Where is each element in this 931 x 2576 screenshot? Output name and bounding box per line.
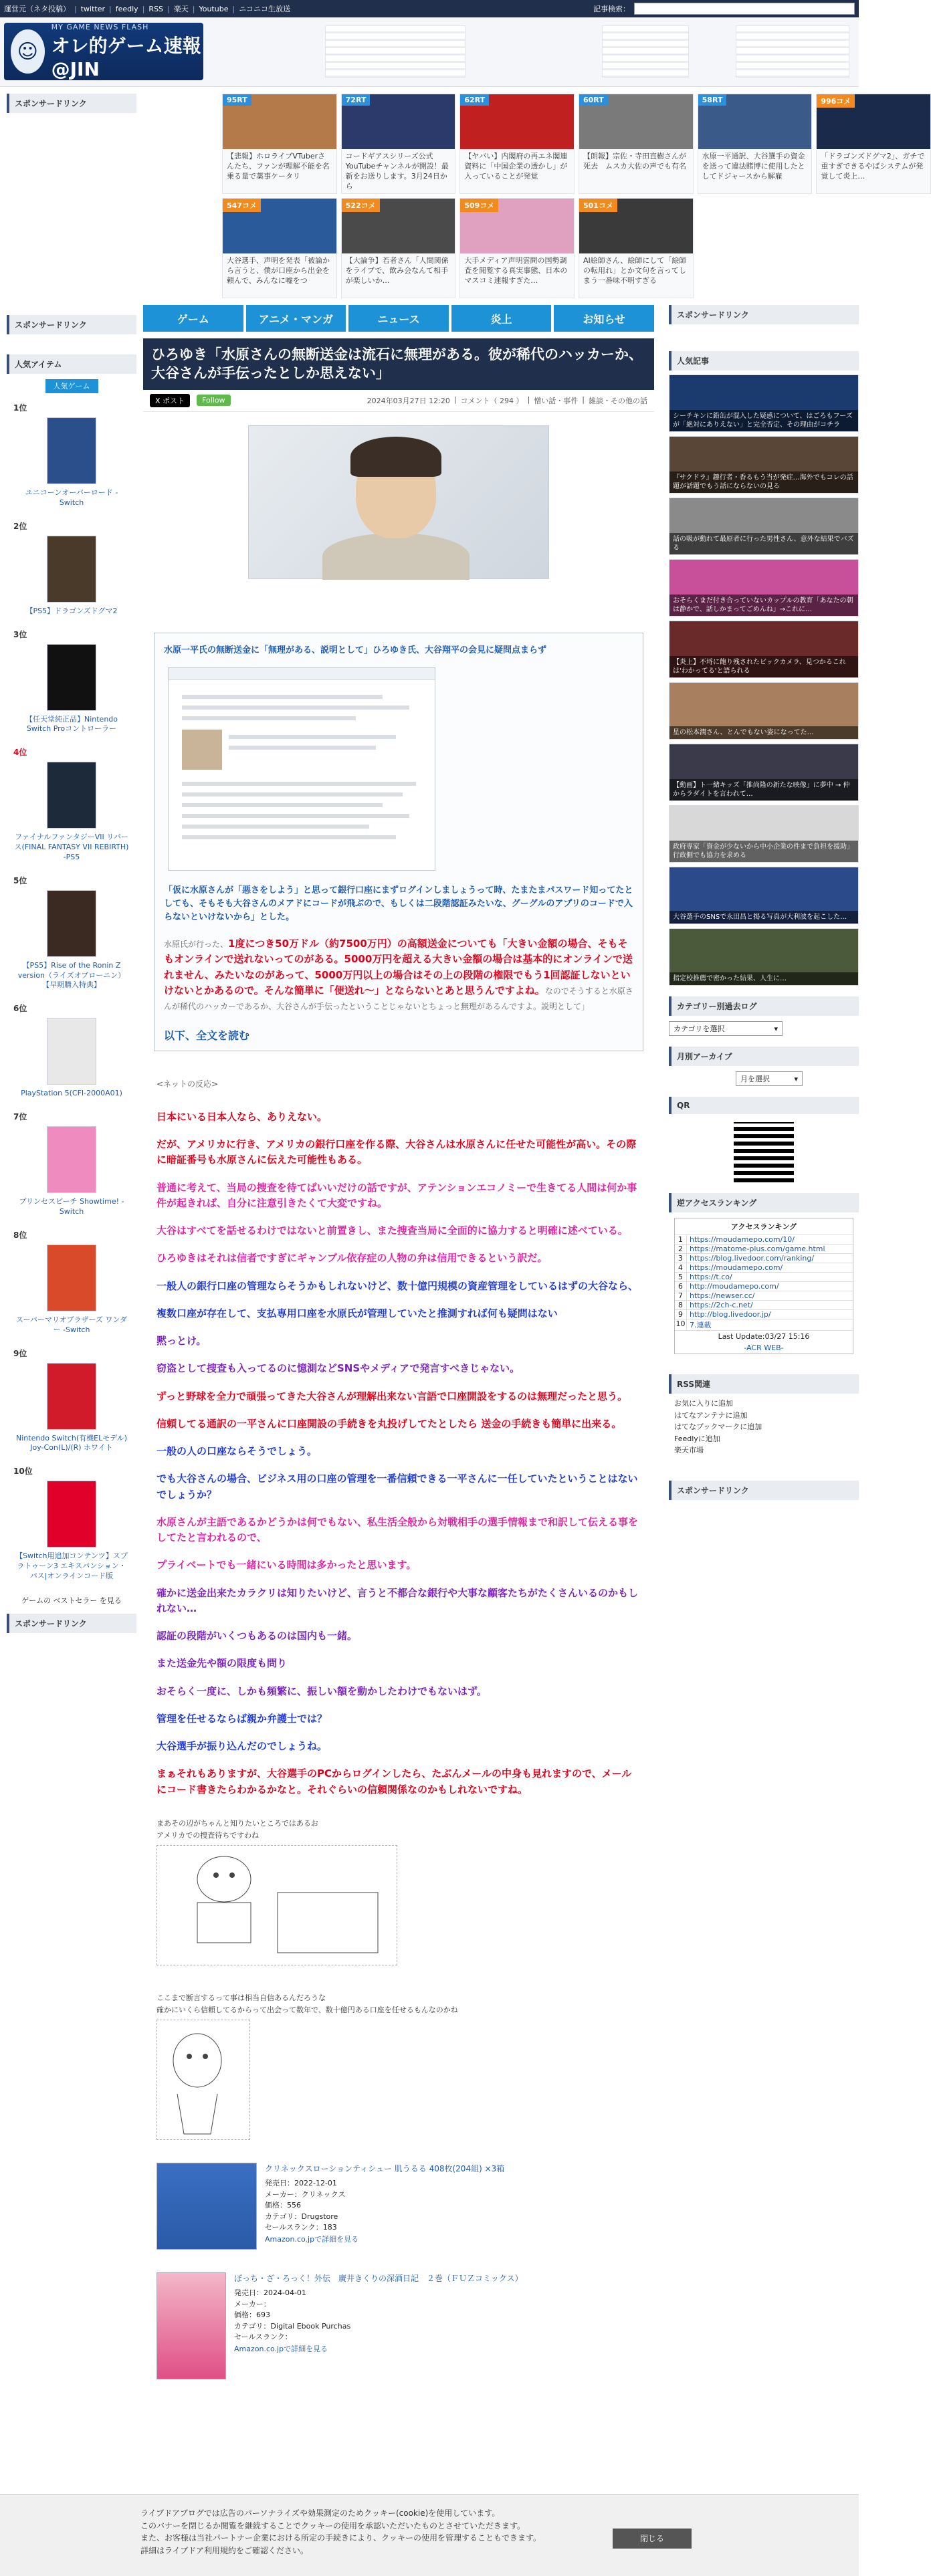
access-row bbox=[675, 1263, 853, 1272]
item-rank-entry bbox=[7, 1107, 136, 1225]
item-image[interactable] bbox=[47, 1481, 96, 1547]
access-rank-number: 5 bbox=[675, 1273, 687, 1281]
ranking-badge: 996コメ bbox=[817, 94, 855, 108]
access-url[interactable]: https://2ch-c.net/ bbox=[690, 1301, 753, 1309]
rss-link[interactable]: 楽天市場 bbox=[674, 1446, 704, 1455]
header-ad-2[interactable] bbox=[602, 25, 689, 78]
access-url[interactable]: 7.連載 bbox=[690, 1321, 712, 1329]
popular-article[interactable] bbox=[669, 682, 859, 740]
product-detail: 価格：556 bbox=[265, 2201, 301, 2210]
ranking-badge: 509コメ bbox=[460, 199, 498, 212]
item-name[interactable]: ユニコーンオーバーロード - Switch bbox=[25, 488, 118, 507]
item-rank-entry bbox=[7, 742, 136, 871]
item-rank-entry bbox=[7, 1225, 136, 1344]
item-rank-number: 9位 bbox=[13, 1348, 27, 1358]
item-rank-entry bbox=[7, 516, 136, 625]
item-rank-number: 2位 bbox=[13, 521, 27, 531]
amazon-link[interactable]: Amazon.co.jpで詳細を見る bbox=[265, 2234, 359, 2244]
rss-link[interactable]: はてなブックマークに追加 bbox=[674, 1422, 762, 1432]
reverse-access-head: 逆アクセスランキング bbox=[669, 1193, 859, 1212]
item-name[interactable]: 【任天堂純正品】Nintendo Switch Proコントローラー bbox=[25, 714, 118, 734]
ranking-thumb bbox=[460, 199, 574, 253]
ranking-thumb bbox=[223, 94, 336, 149]
site-logo[interactable] bbox=[4, 23, 203, 80]
category-link-2[interactable]: 雑談・その他の話 bbox=[589, 396, 647, 405]
chevron-down-icon: ▾ bbox=[794, 1074, 798, 1083]
read-more-link[interactable]: 以下、全文を読む bbox=[164, 1029, 250, 1043]
item-image[interactable] bbox=[47, 1018, 96, 1085]
access-row bbox=[675, 1281, 853, 1291]
top-link[interactable]: 楽天 bbox=[173, 5, 189, 13]
popular-items-head: 人気アイテム bbox=[7, 354, 136, 374]
product-detail: カテゴリ：Digital Ebook Purchas bbox=[234, 2321, 351, 2331]
logo-tagline: MY GAME NEWS FLASH bbox=[51, 23, 149, 31]
nav-item[interactable]: ゲーム bbox=[143, 305, 243, 332]
ascii-art-2: ここまで断言するって事は相当自信あるんだろうな 確かにいくら信頼してるからって出会って数年で、数十億円ある口座を任せるもんなのかね bbox=[157, 1992, 641, 2140]
product-detail: カテゴリ：Drugstore bbox=[265, 2212, 338, 2221]
product-details bbox=[265, 2178, 504, 2234]
rss-links bbox=[669, 1394, 859, 1461]
product-detail: 価格：693 bbox=[234, 2311, 270, 2320]
article-title: ひろゆき「水原さんの無断送金は流石に無理がある。彼が稀代のハッカーか、大谷さんが手伝ったとしか思えない」 bbox=[143, 338, 654, 390]
item-rank-number: 1位 bbox=[13, 403, 27, 413]
ranking-caption: 水原一平通訳、大谷選手の資金を送って違法賭博に使用したとしてドジャースから解雇 bbox=[702, 152, 805, 181]
category-archive-head: カテゴリー別過去ログ bbox=[669, 996, 859, 1016]
reaction-comment: まぁそれもありますが、大谷選手のPCからログインしたら、たぶんメールの中身も見れますので、メールにコード書きたらわかるかなと。それぐらいの信頼関係なのかもしれないですね。 bbox=[157, 1767, 632, 1796]
ranking-item[interactable] bbox=[698, 94, 813, 194]
popular-article[interactable] bbox=[669, 621, 859, 678]
ranking-thumb bbox=[579, 199, 693, 253]
quote-heading[interactable]: 水原一平氏の無断送金に「無理がある、説明として」ひろゆき氏、大谷翔平の会見に疑問点まらず bbox=[164, 645, 547, 655]
top-link[interactable]: feedly bbox=[115, 5, 138, 13]
popular-article-title: 指定校推薦で密かった結果、人生に… bbox=[669, 972, 858, 985]
article-hero-image bbox=[248, 425, 549, 579]
popular-article[interactable] bbox=[669, 805, 859, 863]
access-url[interactable]: https://matome-plus.com/game.html bbox=[690, 1245, 825, 1253]
item-name[interactable]: PlayStation 5(CFI-2000A01) bbox=[21, 1089, 122, 1098]
ranking-badge: 72RT bbox=[342, 94, 371, 106]
item-rank-number: 7位 bbox=[13, 1112, 27, 1122]
popular-articles-head: 人気記事 bbox=[669, 351, 859, 370]
ranking-caption: 「ドラゴンズドグマ2」、ガチで重すぎできるやばシステムが発覚して炎上… bbox=[821, 152, 925, 181]
popular-article[interactable] bbox=[669, 928, 859, 986]
reaction-comment: でも大谷さんの場合、ビジネス用の口座の管理を一番信頼できる一平さんに一任していたということはないでしょうか？ bbox=[157, 1473, 638, 1501]
item-rank-entry bbox=[7, 871, 136, 999]
access-rank-number: 4 bbox=[675, 1263, 687, 1272]
reaction-comment: 信頼してる通訳の一平さんに口座開設の手続きを丸投げしてたとしたら 送金の手続きも簡単に出来る。 bbox=[157, 1417, 622, 1430]
sponsor-head-left-2: スポンサードリンク bbox=[7, 315, 136, 334]
reaction-comment: 一般の人の口座ならそうでしょう。 bbox=[157, 1445, 318, 1458]
ranking-badge: 522コメ bbox=[342, 199, 380, 212]
link-separator: | bbox=[142, 5, 145, 13]
access-rank-number: 9 bbox=[675, 1310, 687, 1319]
product-detail: 発売日：2022-12-01 bbox=[265, 2179, 337, 2188]
reaction-comment: ひろゆきはそれは信者ですぎにギャンブル依存症の人物の弁は信用できるという訳だ。 bbox=[157, 1252, 548, 1265]
product-details bbox=[234, 2288, 523, 2343]
item-name[interactable]: 【Switch用追加コンテンツ】スプラトゥーン3 エキスパンション・パス|オンラインコード版 bbox=[15, 1551, 128, 1580]
ranking-caption: AI絵師さん、絵師にして「絵師の転用れ」とか文句を言ってしまう一番味不明すぎる bbox=[583, 256, 687, 285]
site-header bbox=[0, 17, 859, 87]
access-url[interactable]: https://newser.cc/ bbox=[690, 1291, 755, 1300]
ranking-caption: 【大論争】若者さん「人間関係をライブで、飲み会なんて相手が楽しいか… bbox=[345, 256, 449, 285]
reactions bbox=[157, 1078, 641, 1798]
ranking-badge: 547コメ bbox=[223, 199, 261, 212]
item-rank-entry bbox=[7, 625, 136, 743]
popular-article-title: おそらくまだ付き合っていないカップルの教育「あなたの朝は静かで、話しかまってごめんね」→これに… bbox=[669, 595, 858, 616]
top-link[interactable]: RSS bbox=[148, 5, 164, 13]
rss-head: RSS関連 bbox=[669, 1374, 859, 1394]
popular-article-title: 話の吸が動れて最原者に行った男性さん、意外な結果でバズる bbox=[669, 533, 858, 554]
item-image[interactable] bbox=[47, 1126, 96, 1193]
product-detail: メーカー： bbox=[234, 2299, 271, 2309]
top-bar bbox=[0, 0, 859, 17]
rss-link[interactable]: お気に入りに追加 bbox=[674, 1399, 733, 1408]
sponsor-head-left-3: スポンサードリンク bbox=[7, 1614, 136, 1633]
ranking-item[interactable] bbox=[579, 198, 694, 298]
ranking-item[interactable] bbox=[341, 94, 456, 194]
sponsor-space bbox=[7, 113, 136, 307]
access-row bbox=[675, 1235, 853, 1244]
access-rank-number: 3 bbox=[675, 1254, 687, 1263]
reaction-comment: 普通に考えて、当局の捜査を待てばいいだけの話ですが、アテンションエコノミーで生きてる人間は何か事件が起きれば、自分に注意引きたくて大変ですね。 bbox=[157, 1181, 637, 1209]
product-detail: 発売日：2024-04-01 bbox=[234, 2288, 306, 2298]
popular-article-title: 『サクドラ』趣行者・香るもう当が発症…海外でもコレの話題が話題でもう話にならないの見る bbox=[669, 471, 858, 493]
product-image[interactable] bbox=[157, 2272, 226, 2379]
item-image[interactable] bbox=[47, 762, 96, 829]
ranking-caption: 【悲報】ホロライブVTuberさんたち、ファンが理解不能を名乗る量で薬事ケータリ bbox=[227, 152, 330, 181]
ranking-thumb bbox=[342, 94, 455, 149]
ranking-badge: 60RT bbox=[579, 94, 608, 106]
rss-link[interactable]: Feedlyに追加 bbox=[674, 1434, 720, 1443]
access-rank-number: 1 bbox=[675, 1235, 687, 1244]
cookie-close-button[interactable]: 閉じる bbox=[613, 2529, 692, 2549]
top-link[interactable]: twitter bbox=[80, 5, 106, 13]
ranking-caption: 大手メディア声明雲問の国勢調査を閲覧する真実事態、日本のマスコミ速報すぎた… bbox=[464, 256, 568, 285]
ranking-item[interactable] bbox=[222, 94, 337, 194]
search-input[interactable] bbox=[634, 3, 855, 15]
popular-article[interactable] bbox=[669, 374, 859, 432]
quote-screenshot bbox=[168, 667, 435, 871]
sponsor-head-left: スポンサードリンク bbox=[7, 94, 136, 113]
category-select[interactable]: カテゴリを選択 ▾ bbox=[669, 1021, 783, 1036]
quote-box bbox=[154, 633, 643, 1052]
nav-item[interactable]: アニメ・マンガ bbox=[246, 305, 346, 332]
product-info bbox=[234, 2272, 523, 2379]
reaction-comment: また送金先や額の限度も問り bbox=[157, 1657, 288, 1670]
qr-code-icon bbox=[734, 1122, 794, 1182]
sponsor-head-right-2: スポンサードリンク bbox=[669, 1481, 859, 1500]
access-url[interactable]: http://moudamepo.com/ bbox=[690, 1282, 779, 1291]
item-rank-number: 8位 bbox=[13, 1230, 27, 1240]
item-image[interactable] bbox=[47, 1245, 96, 1311]
reaction-comment: 認証の段階がいくつもあるのは国内も一緒。 bbox=[157, 1630, 358, 1642]
item-image[interactable] bbox=[47, 644, 96, 711]
item-rank-entry bbox=[7, 1344, 136, 1462]
ranking-item[interactable] bbox=[816, 94, 931, 194]
product-detail: セールスランク：183 bbox=[265, 2223, 337, 2232]
logo-title: オレ的ゲーム速報@JIN bbox=[51, 35, 201, 80]
popular-articles-list bbox=[669, 374, 859, 986]
nav-item[interactable]: 炎上 bbox=[451, 305, 552, 332]
reaction-comment: 管理を任せるならば親か弁護士では？ bbox=[157, 1712, 328, 1725]
link-separator: | bbox=[192, 5, 195, 13]
reaction-comment: ずっと野球を全力で頑張ってきた大谷さんが理解出来ない言語で口座開設をするのは無理だったと思う。 bbox=[157, 1390, 628, 1402]
header-ad-3[interactable] bbox=[736, 25, 849, 78]
reactions-source: <ネットの反応> bbox=[157, 1079, 219, 1089]
popular-article-title: 政府専家「資金が少ないから中小企業の件まで負担を援助」行政側でも協力を求める bbox=[669, 841, 858, 862]
ranking-item[interactable] bbox=[459, 198, 575, 298]
access-url[interactable]: https://t.co/ bbox=[690, 1273, 732, 1281]
reaction-comment: おそらく一度に、しかも頻繁に、振しい額を動かしたわけでもないはず。 bbox=[157, 1685, 487, 1697]
reaction-comment: 日本にいる日本人なら、ありえない。 bbox=[157, 1110, 328, 1123]
item-name[interactable]: 【PS5】Rise of the Ronin Z version（ライズオブローニン）【早期購入特典】 bbox=[17, 960, 126, 990]
mascot-icon: ☺ bbox=[11, 29, 45, 74]
product-info bbox=[265, 2163, 504, 2250]
reaction-comment: 黙っとけ。 bbox=[157, 1335, 207, 1348]
sponsor-head-right: スポンサードリンク bbox=[669, 305, 859, 324]
reaction-comment: プライベートでも一緒にいる時間は多かったと思います。 bbox=[157, 1559, 417, 1572]
top-links bbox=[4, 3, 294, 14]
access-row bbox=[675, 1253, 853, 1263]
popular-article-title: 星の松本潤さん、とんでもない姿になってた… bbox=[669, 726, 858, 739]
quote-main-text: 水原氏が行った、1度につき50万ドル（約7500万円）の高額送金についても「大きい金額の場合、そもそもオンラインで送れないってのがある。5000万円を超える大きい金額の場合は基本的にオンラインで送れません、みたいなのがあって、5000万円以上の場合はその上の段階の権限でもう1回認証しないといけないとかあるので。そんな簡単に「便送れ〜」とならないとあと思うんですよね。なのでそうすると水原さんが稀代のハッカーであるか、大谷さんが手伝ったということじゃないとちょっと無理があるんですよ。説明として」 bbox=[164, 938, 633, 1012]
ranking-thumb bbox=[698, 94, 812, 149]
popular-article-title: 大谷選手のSNSで永田昌と掲る写真が大利波を起こした… bbox=[669, 911, 858, 924]
bestseller-link[interactable]: ゲームの ベストセラー を見る bbox=[21, 1596, 122, 1605]
header-ad-1[interactable] bbox=[325, 25, 466, 78]
product-detail: セールスランク： bbox=[234, 2333, 292, 2342]
search-area bbox=[593, 3, 855, 15]
popular-article[interactable] bbox=[669, 436, 859, 494]
ranking-caption: 大谷選手、声明を発表「被論から言うと、僕が口座から出金を頼んで、みんなに嘘をつ bbox=[227, 256, 330, 285]
item-name[interactable]: 【PS5】ドラゴンズドグマ2 bbox=[25, 606, 118, 615]
reaction-comment: 大谷選手が振り込んだのでしょうね。 bbox=[157, 1740, 328, 1753]
left-sidebar bbox=[7, 94, 136, 1633]
access-url[interactable]: http://blog.livedoor.jp/ bbox=[690, 1310, 771, 1319]
product-card bbox=[157, 2272, 641, 2379]
nav-item[interactable]: ニュース bbox=[348, 305, 449, 332]
item-name[interactable]: プリンセスピーチ Showtime! -Switch bbox=[19, 1197, 124, 1216]
reaction-comment: 確かに送金出来たカラクリは知りたいけど、言うと不都合な銀行や大事な顧客たちがたくさんいるのかもしれない… bbox=[157, 1586, 639, 1614]
access-row bbox=[675, 1272, 853, 1281]
access-url[interactable]: https://blog.livedoor.com/ranking/ bbox=[690, 1254, 815, 1263]
item-name[interactable]: Nintendo Switch(有機ELモデル) Joy-Con(L)/(R) ホワイト bbox=[16, 1433, 127, 1453]
top-link[interactable]: Youtube bbox=[199, 5, 229, 13]
quote-blue-text: 「仮に水原さんが「悪さをしよう」と思って銀行口座にまずログインしましょうって時、たまたまパスワード知ってたとしても、そもそも大谷さんのメアドにコードが飛ぶので、もしくは二段階認証みたいな、グーグルのアプリのコードで入らないといけないから」とした。 bbox=[164, 885, 633, 922]
reaction-comment: 水原さんが主語であるかどうかは何でもない、私生活全般から対戦相手の選手情報まで和訳して伝える事をしてたと言われるので、 bbox=[157, 1515, 639, 1544]
access-rank-number: 8 bbox=[675, 1301, 687, 1309]
monthly-archive-head: 月別アーカイブ bbox=[669, 1047, 859, 1066]
ranking-badge: 95RT bbox=[223, 94, 251, 106]
chevron-down-icon: ▾ bbox=[774, 1024, 778, 1033]
product-title[interactable]: クリネックスローションティシュー 肌うるる 408枚(204組) ×3箱 bbox=[265, 2164, 505, 2174]
ranking-thumb bbox=[342, 199, 455, 253]
item-ranking-list bbox=[7, 398, 136, 1590]
ranking-item[interactable] bbox=[341, 198, 456, 298]
popular-article-title: 【炎上】不埒に飽り残されたビックカメラ、見つかるこれは'わかってる'と語られる bbox=[669, 656, 858, 677]
item-name[interactable]: スーパーマリオブラザーズ ワンダー -Switch bbox=[16, 1315, 127, 1334]
item-name[interactable]: ファイナルファンタジーVII リバース(FINAL FANTASY VII REBIRTH) -PS5 bbox=[14, 833, 129, 861]
ranking-item[interactable] bbox=[459, 94, 575, 194]
access-url[interactable]: https://moudamepo.com/10/ bbox=[690, 1235, 795, 1244]
access-rank-number: 10 bbox=[675, 1319, 687, 1330]
main-nav bbox=[143, 305, 654, 332]
ranking-caption: コードギアスシリーズ公式YouTubeチャンネルが開設！最新をお送りします。3月24日から bbox=[345, 152, 449, 191]
search-label: 記事検索： bbox=[593, 5, 630, 13]
link-separator: | bbox=[109, 5, 112, 13]
popular-games-tab[interactable]: 人気ゲーム bbox=[45, 379, 98, 393]
ascii-art-1: まあその辺がちゃんと知りたいところではあるお アメリカでの捜査待ちですわね bbox=[157, 1818, 641, 1965]
access-row bbox=[675, 1319, 853, 1330]
popular-article[interactable] bbox=[669, 559, 859, 617]
amazon-link[interactable]: Amazon.co.jpで詳細を見る bbox=[234, 2344, 328, 2353]
access-rank-number: 2 bbox=[675, 1245, 687, 1253]
popular-article-title: シーチキンに鉛缶が混入した疑惑について、はごろもフーズが「絶対にありえない」と完全否定、その理由がコチラ bbox=[669, 410, 858, 431]
x-post-button[interactable]: X ポスト bbox=[150, 394, 190, 407]
monthly-select[interactable]: 月を選択 ▾ bbox=[736, 1071, 803, 1086]
reaction-comment: 一般人の銀行口座の管理ならそうかもしれないけど、数十億円規模の資産管理をしているはずの大谷なら、 bbox=[157, 1279, 639, 1292]
product-image[interactable] bbox=[157, 2163, 257, 2250]
ranking-badge: 58RT bbox=[698, 94, 727, 106]
item-rank-entry bbox=[7, 1461, 136, 1590]
nav-item[interactable]: お知らせ bbox=[554, 305, 654, 332]
ranking-thumb bbox=[817, 94, 930, 149]
popular-article[interactable] bbox=[669, 867, 859, 924]
article-meta: X ポスト Follow 2024年03月27日 12:20 | コメント（ 294 ） | 憎い話・事件 | 雑談・その他の話 bbox=[143, 390, 654, 412]
category-link[interactable]: 憎い話・事件 bbox=[534, 396, 579, 405]
item-rank-number: 10位 bbox=[13, 1467, 33, 1477]
item-rank-number: 6位 bbox=[13, 1004, 27, 1014]
reaction-comment: だが、アメリカに行き、アメリカの銀行口座を作る際、大谷さんは水原さんに任せた可能性が高い。その際に暗証番号も水原さんに伝えた可能性もある。 bbox=[157, 1138, 637, 1166]
link-separator: | bbox=[232, 5, 235, 13]
top-link[interactable]: ニコニコ生放送 bbox=[239, 5, 291, 13]
comment-link[interactable]: コメント（ 294 ） bbox=[460, 396, 524, 405]
right-sidebar bbox=[669, 305, 859, 1500]
ranking-thumb bbox=[460, 94, 574, 149]
access-row bbox=[675, 1300, 853, 1309]
access-ranking-box: アクセスランキング 1 https://moudamepo.com/10/ 2 https://matome-plus.com/game.html 3 https://blog.livedoor.com/ranking/ 4 https://moudamepo.com/ 5 https://t.co/ 6 http://moudamepo.com/ 7 https://newser.cc/ 8 https://2ch-c.net/ 9 http://blog.livedoor.jp/ 10 7.連載 Last Update:03/27 15:16 -ACR WEB- bbox=[674, 1218, 853, 1354]
product-detail: メーカー：クリネックス bbox=[265, 2189, 346, 2199]
reaction-comment: 複数口座が存在して、支払専用口座を水原氏が管理していたと推測すれば何も疑問はない bbox=[157, 1307, 558, 1319]
access-rank-number: 7 bbox=[675, 1291, 687, 1300]
article-date: 2024年03月27日 12:20 bbox=[367, 396, 450, 405]
item-image[interactable] bbox=[47, 890, 96, 957]
qr-head: QR bbox=[669, 1097, 859, 1114]
link-separator: | bbox=[74, 5, 77, 13]
item-image[interactable] bbox=[47, 417, 96, 484]
rss-link[interactable]: はてなアンテナに追加 bbox=[674, 1410, 748, 1420]
popular-article[interactable] bbox=[669, 744, 859, 801]
item-rank-number: 5位 bbox=[13, 875, 27, 885]
popular-article-title: 【動画】ト一緒キッズ「推尚隆の新たな映像」に夢中 → 仲からラダイトを言われて… bbox=[669, 779, 858, 800]
item-rank-entry bbox=[7, 398, 136, 516]
ranking-grid bbox=[222, 94, 931, 298]
access-url[interactable]: https://moudamepo.com/ bbox=[690, 1263, 783, 1272]
reaction-comment: 大谷はすべてを話せるわけではないと前置きし、また捜査当局に全面的に協力すると明確に述べている。 bbox=[157, 1224, 628, 1237]
ranking-thumb bbox=[223, 199, 336, 253]
follow-button[interactable]: Follow bbox=[197, 395, 231, 406]
popular-article[interactable] bbox=[669, 498, 859, 555]
reaction-comment: 窃盗として捜査も入ってるのに憶測などSNSやメディアで発言すべきじゃない。 bbox=[157, 1362, 520, 1375]
product-title[interactable]: ぼっち・ざ・ろっく！外伝 廣井きくりの深酒日記 ２巻（ＦＵＺコミックス） bbox=[234, 2274, 523, 2284]
top-link[interactable]: 運営元（ネタ投稿） bbox=[4, 5, 70, 13]
item-rank-number: 3位 bbox=[13, 629, 27, 639]
ranking-caption: 【朗報】宗佐・寺田直樹さんが死去 ムスカ大佐の声でも有名 bbox=[583, 152, 686, 171]
item-rank-entry bbox=[7, 998, 136, 1107]
access-row bbox=[675, 1291, 853, 1300]
item-rank-number: 4位 bbox=[13, 748, 27, 758]
ranking-item[interactable] bbox=[222, 198, 337, 298]
ranking-badge: 62RT bbox=[460, 94, 489, 106]
access-row bbox=[675, 1309, 853, 1319]
ranking-caption: 【ヤバい】内閣府の再エネ閣連資料に「中国企業の透かし」が入っていることが発覚 bbox=[464, 152, 568, 181]
ranking-badge: 501コメ bbox=[579, 199, 617, 212]
link-separator: | bbox=[167, 5, 170, 13]
ascii-art-figure-1 bbox=[157, 1845, 397, 1965]
access-rank-number: 6 bbox=[675, 1282, 687, 1291]
ranking-thumb bbox=[579, 94, 693, 149]
item-image[interactable] bbox=[47, 536, 96, 603]
access-row bbox=[675, 1244, 853, 1253]
item-image[interactable] bbox=[47, 1363, 96, 1430]
ranking-item[interactable] bbox=[579, 94, 694, 194]
ascii-art-figure-2 bbox=[157, 2020, 250, 2140]
cookie-banner: ライブドアブログでは広告のパーソナライズや効果測定のためクッキー(cookie)を使用しています。 このバナーを閉じるか閲覧を継続することでクッキーの使用を承認いただいたものとさせていただきます。 また、お客様は当社パートナー企業における所定の手続きにより、クッキーの使用を管理することもできます。 詳細はライブドア利用規約をご確認ください。 閉じる bbox=[0, 2494, 859, 2576]
product-card bbox=[157, 2163, 641, 2250]
